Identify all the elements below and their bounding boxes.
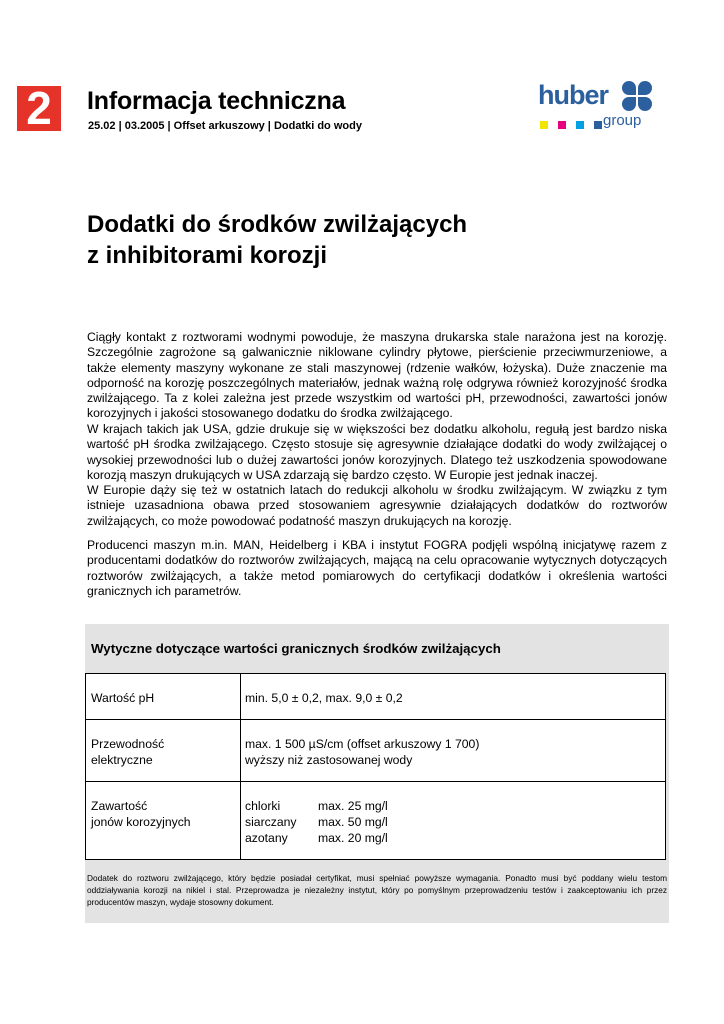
section-number-badge: 2 xyxy=(17,86,61,131)
ion-row xyxy=(245,814,665,830)
paragraph-2: W krajach takich jak USA, gdzie drukuje się w większości bez dodatku alkoholu, regułą jest bardzo niska wartość pH środka zwilżającego. Często stosuje się agresywnie działające dodatki do wody zwilżającej o wysokiej przewodności lub o dużej zawartości jonów korozyjnych. Dlatego też uszkodzenia spowodowane korozją maszyn drukujących w USA zdarzają się bardzo często. W Europie jest jednak inaczej. xyxy=(87,422,667,482)
ion-limit: max. 50 mg/l xyxy=(318,815,388,829)
ph-value: min. 5,0 ± 0,2, max. 9,0 ± 0,2 xyxy=(245,691,403,705)
table-cell-label xyxy=(86,782,241,860)
conductivity-value-line-2: wyższy niż zastosowanej wody xyxy=(245,753,413,767)
logo-group-text: group xyxy=(603,112,642,129)
paragraph-3: W Europie dąży się też w ostatnich latach do redukcji alkoholu w środku zwilżającym. W związku z tym istnieje uzasadniona obawa przed stosowaniem agresywnie działających dodatków do roztworów zwilżających, co może powodować podatność maszyn drukujących na korozję. xyxy=(87,483,667,528)
paragraph-1: Ciągły kontakt z roztworami wodnymi powoduje, że maszyna drukarska stale narażona jest na korozję. Szczególnie zagrożone są galwanicznie niklowane cylindry płytowe, pierścienie przeciwmurzeniowe, a także elementy maszyny wykonane ze stali maszynowej (rdzenie wałków, łożyska). Duże znaczenie ma odporność na korozję poszczególnych materiałów, jednak ważną rolę odgrywa również korozyjność środka zwilżającego. Ta z kolei zależna jest przede wszystkim od wartości pH, przewodności, zawartości jonów korozyjnych i jakości stosowanego dodatku do środka zwilżającego. xyxy=(87,330,667,421)
ions-label-line-1: Zawartość xyxy=(91,799,148,813)
ion-name: siarczany xyxy=(245,815,297,829)
limits-table xyxy=(85,673,666,860)
document-subtitle: 25.02 | 03.2005 | Offset arkuszowy | Dodatki do wody xyxy=(88,120,362,132)
logo-square-blue xyxy=(594,121,602,129)
ion-row xyxy=(245,798,665,814)
logo-flower-icon xyxy=(620,80,654,112)
main-heading-line-2: z inhibitorami korozji xyxy=(87,242,328,269)
ion-limit: max. 25 mg/l xyxy=(318,799,388,813)
logo-word: huber xyxy=(538,80,609,110)
logo-square-cyan xyxy=(576,121,584,129)
ion-limit: max. 20 mg/l xyxy=(318,831,388,845)
conductivity-label-line-2: elektryczne xyxy=(91,753,153,767)
ion-name: azotany xyxy=(245,831,288,845)
guidelines-footnote: Dodatek do roztworu zwilżającego, który będzie posiadał certyfikat, musi spełniać powyższe wymagania. Ponadto musi być poddany wielu testom oddziaływania korozji na nikiel i stal. Przeprowadza je niezależny instytut, który po pomyślnym przeprowadzeniu testów i zaakceptowaniu ich przez producentów maszyn, wydaje stosowny dokument. xyxy=(87,873,667,907)
ph-label: Wartość pH xyxy=(91,691,155,705)
conductivity-value-line-1: max. 1 500 µS/cm (offset arkuszowy 1 700) xyxy=(245,737,480,751)
ions-label-line-2: jonów korozyjnych xyxy=(91,815,191,829)
table-cell-value xyxy=(241,674,666,720)
document-title: Informacja techniczna xyxy=(87,87,346,115)
main-heading xyxy=(87,209,467,271)
logo-square-magenta xyxy=(558,121,566,129)
table-cell-value xyxy=(241,782,666,860)
table-cell-label xyxy=(86,720,241,782)
guidelines-title: Wytyczne dotyczące wartości granicznych środków zwilżających xyxy=(91,641,501,656)
table-cell-label xyxy=(86,674,241,720)
main-heading-line-1: Dodatki do środków zwilżających xyxy=(87,211,468,238)
paragraph-4: Producenci maszyn m.in. MAN, Heidelberg i KBA i instytut FOGRA podjęli wspólną inicjatywę razem z producentami dodatków do roztworów zwilżających, mającą na celu opracowanie wytycznych dotyczących roztworów zwilżających, a także metod pomiarowych do certyfikacji dodatków i określenia wartości granicznych ich parametrów. xyxy=(87,538,667,598)
huber-group-logo xyxy=(538,78,658,134)
table-row-ions xyxy=(86,782,666,860)
table-cell-value xyxy=(241,720,666,782)
table-row-ph xyxy=(86,674,666,720)
ion-row xyxy=(245,830,665,846)
conductivity-label-line-1: Przewodność xyxy=(91,737,165,751)
ion-name: chlorki xyxy=(245,799,281,813)
logo-square-yellow xyxy=(540,121,548,129)
ions-list xyxy=(245,798,665,846)
table-row-conductivity xyxy=(86,720,666,782)
